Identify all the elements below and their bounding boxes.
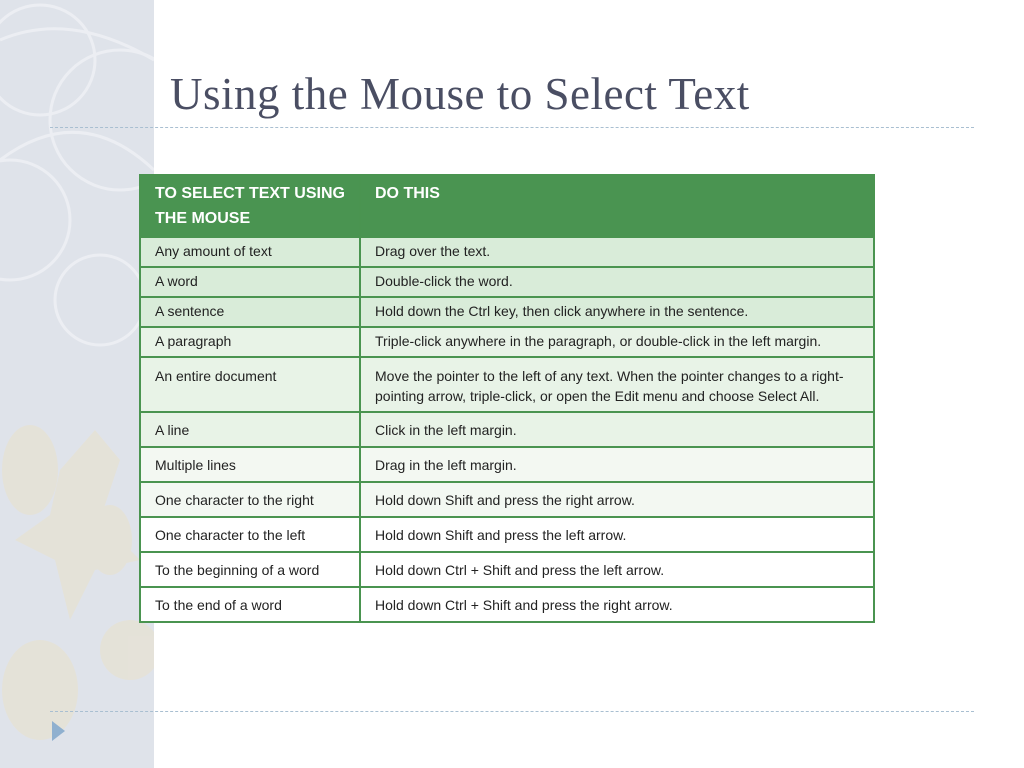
table-row [140,297,874,327]
row-action: Hold down Ctrl + Shift and press the left arrow. [360,552,874,587]
table-row [140,482,874,517]
row-action: Triple-click anywhere in the paragraph, or double-click in the left margin. [360,327,874,357]
table-row [140,517,874,552]
row-target: To the beginning of a word [140,552,360,587]
row-target: An entire document [140,357,360,412]
header-select-text: TO SELECT TEXT USING THE MOUSE [140,175,360,237]
row-action: Hold down the Ctrl key, then click anywhere in the sentence. [360,297,874,327]
title-divider [50,127,974,128]
table-row [140,237,874,267]
decorative-side-panel [0,0,154,768]
footer-divider [50,711,974,712]
row-target: A paragraph [140,327,360,357]
row-target: A sentence [140,297,360,327]
table-row [140,412,874,447]
row-action: Drag over the text. [360,237,874,267]
table-row [140,587,874,622]
row-target: To the end of a word [140,587,360,622]
table-row [140,357,874,412]
row-target: Multiple lines [140,447,360,482]
row-target: A line [140,412,360,447]
table-row [140,552,874,587]
slide-title: Using the Mouse to Select Text [170,69,750,119]
row-action: Drag in the left margin. [360,447,874,482]
row-action: Hold down Ctrl + Shift and press the right arrow. [360,587,874,622]
play-arrow-icon [52,721,65,741]
header-do-this: DO THIS [360,175,874,237]
row-action: Move the pointer to the left of any text. When the pointer changes to a right-pointing arrow, triple-click, or open the Edit menu and choose Select All. [360,357,874,412]
background-art [0,0,154,768]
table-row [140,267,874,297]
row-action: Click in the left margin. [360,412,874,447]
row-target: One character to the left [140,517,360,552]
table-header-row [140,175,874,237]
row-target: Any amount of text [140,237,360,267]
row-target: One character to the right [140,482,360,517]
row-action: Hold down Shift and press the right arrow. [360,482,874,517]
table-row [140,327,874,357]
row-action: Hold down Shift and press the left arrow. [360,517,874,552]
row-action: Double-click the word. [360,267,874,297]
table-row [140,447,874,482]
row-target: A word [140,267,360,297]
mouse-selection-table [139,174,875,623]
